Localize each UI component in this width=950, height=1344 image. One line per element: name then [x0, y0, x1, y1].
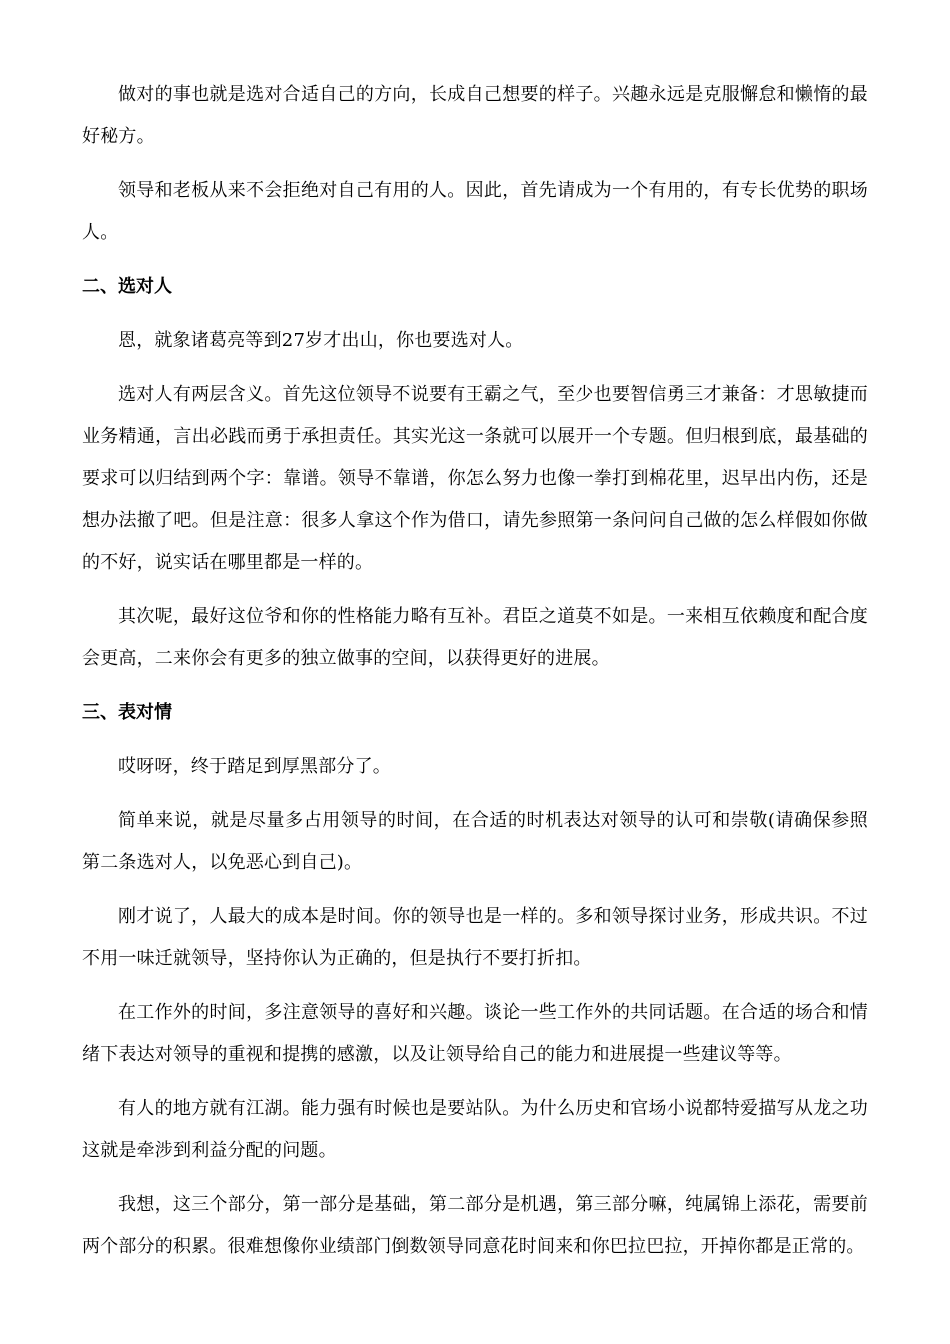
- paragraph: 我想，这三个部分，第一部分是基础，第二部分是机遇，第三部分嘛，纯属锦上添花，需要前两个部分的积累。很难想像你业绩部门倒数领导同意花时间来和你巴拉巴拉，开掉你都是正常的。: [82, 1194, 868, 1257]
- paragraph: 领导和老板从来不会拒绝对自己有用的人。因此，首先请成为一个有用的，有专长优势的职场人。: [82, 180, 868, 243]
- document-page: [82, 74, 868, 1280]
- paragraph: 刚才说了，人最大的成本是时间。你的领导也是一样的。多和领导探讨业务，形成共识。不过不用一味迁就领导，坚持你认为正确的，但是执行不要打折扣。: [82, 906, 868, 969]
- paragraph: 其次呢，最好这位爷和你的性格能力略有互补。君臣之道莫不如是。一来相互依赖度和配合度会更高，二来你会有更多的独立做事的空间，以获得更好的进展。: [82, 606, 868, 669]
- paragraph: 恩，就象诸葛亮等到27岁才出山，你也要选对人。: [118, 330, 524, 351]
- paragraph: 选对人有两层含义。首先这位领导不说要有王霸之气，至少也要智信勇三才兼备：才思敏捷而业务精通，言出必践而勇于承担责任。其实光这一条就可以展开一个专题。但归根到底，最基础的要求可以归结到两个字：靠谱。领导不靠谱，你怎么努力也像一拳打到棉花里，迟早出内伤，还是想办法撤了吧。但是注意：很多人拿这个作为借口，请先参照第一条问问自己做的怎么样假如你做的不好，说实话在哪里都是一样的。: [82, 384, 868, 573]
- paragraph: 做对的事也就是选对合适自己的方向，长成自己想要的样子。兴趣永远是克服懈怠和懒惰的最好秘方。: [82, 84, 868, 147]
- section-heading: 三、表对情: [82, 702, 172, 723]
- paragraph: 哎呀呀，终于踏足到厚黑部分了。: [118, 756, 391, 777]
- paragraph: 在工作外的时间，多注意领导的喜好和兴趣。谈论一些工作外的共同话题。在合适的场合和情绪下表达对领导的重视和提携的感激，以及让领导给自己的能力和进展提一些建议等等。: [82, 1002, 868, 1065]
- paragraph: 有人的地方就有江湖。能力强有时候也是要站队。为什么历史和官场小说都特爱描写从龙之功这就是牵涉到利益分配的问题。: [82, 1098, 868, 1161]
- paragraph: 简单来说，就是尽量多占用领导的时间，在合适的时机表达对领导的认可和崇敬(请确保参照第二条选对人，以免恶心到自己)。: [82, 810, 868, 873]
- section-heading: 二、选对人: [82, 276, 172, 297]
